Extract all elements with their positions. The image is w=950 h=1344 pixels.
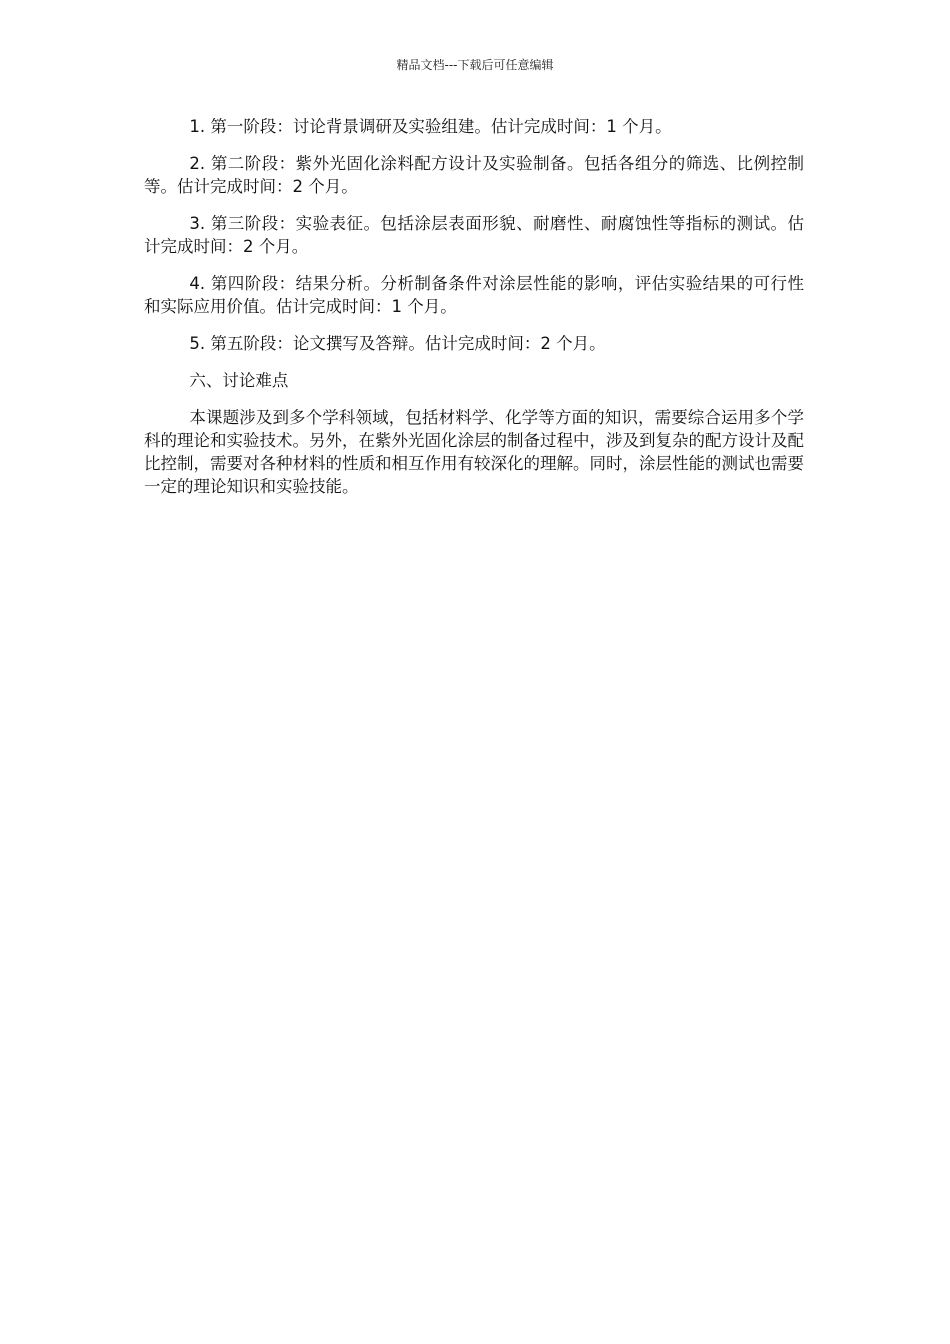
section-heading-difficulties: 六、讨论难点	[189, 371, 289, 390]
stage-5-paragraph: 5. 第五阶段：论文撰写及答辩。估计完成时间：2 个月。	[189, 334, 606, 353]
stage-4-paragraph: 4. 第四阶段：结果分析。分析制备条件对涂层性能的影响，评估实验结果的可行性和实际应用价值。估计完成时间：1 个月。	[144, 274, 804, 316]
document-body	[144, 115, 804, 512]
page-header: 精品文档---下载后可任意编辑	[396, 58, 554, 72]
stage-3-paragraph: 3. 第三阶段：实验表征。包括涂层表面形貌、耐磨性、耐腐蚀性等指标的测试。估计完成时间：2 个月。	[144, 214, 804, 256]
stage-1-paragraph: 1. 第一阶段：讨论背景调研及实验组建。估计完成时间：1 个月。	[189, 117, 672, 136]
stage-2-paragraph: 2. 第二阶段：紫外光固化涂料配方设计及实验制备。包括各组分的筛选、比例控制等。估计完成时间：2 个月。	[144, 154, 804, 196]
difficulties-paragraph: 本课题涉及到多个学科领域，包括材料学、化学等方面的知识，需要综合运用多个学科的理论和实验技术。另外，在紫外光固化涂层的制备过程中，涉及到复杂的配方设计及配比控制，需要对各种材料的性质和相互作用有较深化的理解。同时，涂层性能的测试也需要一定的理论知识和实验技能。	[144, 408, 804, 496]
